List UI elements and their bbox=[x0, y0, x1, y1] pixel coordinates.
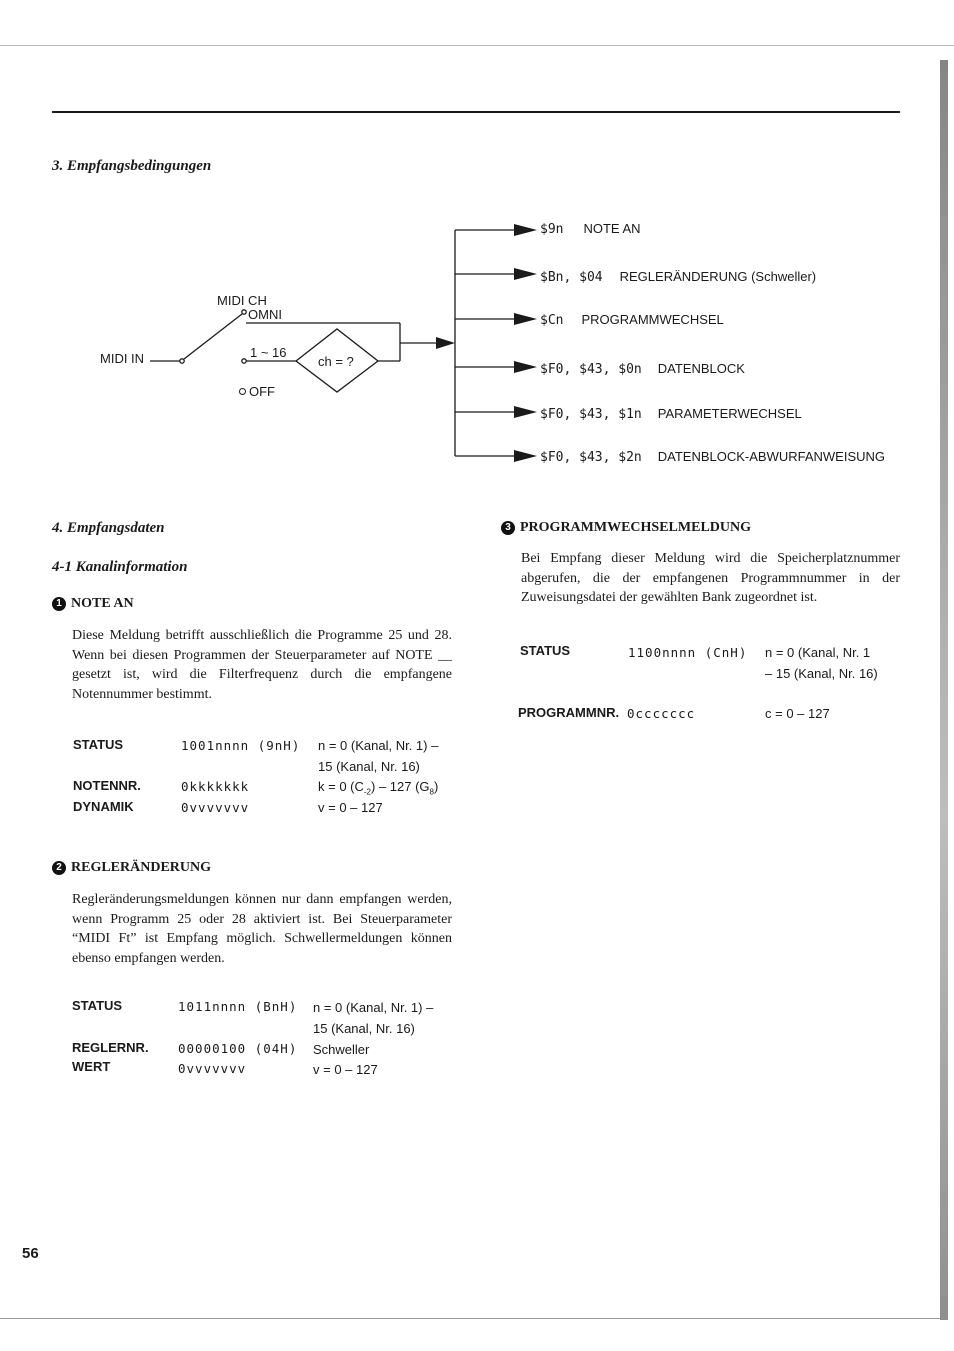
note-an-heading bbox=[52, 596, 134, 612]
programm-status-code: 1100nnnn (CnH) bbox=[628, 645, 748, 660]
off-label: OFF bbox=[249, 384, 275, 399]
note-an-notennr-label: NOTENNR. bbox=[73, 778, 141, 793]
subscript: -2 bbox=[363, 787, 371, 797]
note-an-dynamik-code: 0vvvvvvv bbox=[181, 800, 250, 815]
output-desc: REGLERÄNDERUNG (Schweller) bbox=[619, 269, 817, 284]
regler-nr-label: REGLERNR. bbox=[72, 1040, 149, 1055]
note-an-status-code: 1001nnnn (9nH) bbox=[181, 738, 301, 753]
range-label: 1 ~ 16 bbox=[250, 345, 287, 360]
value-line: 15 (Kanal, Nr. 16) bbox=[313, 1021, 415, 1036]
output-desc: PARAMETERWECHSEL bbox=[657, 406, 802, 421]
midi-ch-label: MIDI CH bbox=[217, 293, 267, 308]
output-row bbox=[540, 361, 745, 377]
output-row bbox=[540, 221, 641, 237]
number-badge: 3 bbox=[501, 521, 515, 535]
section-4-1-heading: 4-1 Kanalinformation bbox=[52, 559, 188, 575]
programm-heading bbox=[501, 520, 751, 536]
omni-label: OMNI bbox=[248, 307, 282, 322]
output-code: $F0, $43, $2n bbox=[540, 450, 642, 465]
programm-status-label: STATUS bbox=[520, 643, 571, 658]
regler-nr-value: Schweller bbox=[313, 1042, 370, 1057]
decision-label: ch = ? bbox=[318, 354, 354, 369]
off-option bbox=[239, 384, 275, 399]
programm-nr-code: 0ccccccc bbox=[627, 706, 696, 721]
output-code: $F0, $43, $0n bbox=[540, 362, 642, 377]
regler-status-label: STATUS bbox=[72, 998, 123, 1013]
regler-wert-code: 0vvvvvvv bbox=[178, 1061, 247, 1076]
output-row bbox=[540, 449, 885, 465]
off-contact-icon bbox=[239, 388, 246, 395]
value-text: ) – 127 (G bbox=[371, 779, 430, 794]
regler-wert-value: v = 0 – 127 bbox=[313, 1062, 378, 1077]
midi-in-label: MIDI IN bbox=[100, 351, 145, 366]
value-line: n = 0 (Kanal, Nr. 1) – bbox=[318, 738, 439, 753]
output-code: $F0, $43, $1n bbox=[540, 407, 642, 422]
section-4-heading: 4. Empfangsdaten bbox=[52, 520, 165, 536]
note-an-title: NOTE AN bbox=[71, 596, 134, 611]
output-desc: NOTE AN bbox=[583, 221, 641, 236]
number-badge: 2 bbox=[52, 861, 66, 875]
regler-status-code: 1011nnnn (BnH) bbox=[178, 999, 298, 1014]
output-row bbox=[540, 269, 816, 285]
subscript: 8 bbox=[429, 787, 434, 797]
note-an-dynamik-label: DYNAMIK bbox=[73, 799, 134, 814]
regler-status-value bbox=[313, 997, 433, 1039]
output-code: $Cn bbox=[540, 313, 564, 328]
output-code: $9n bbox=[540, 222, 564, 237]
value-text: k = 0 (C bbox=[318, 779, 364, 794]
regler-text: Regleränderungsmeldungen können nur dann empfangen werden, wenn Programm 25 oder 28 aktiviert ist. Bei Steuerparameter “MIDI Ft” ist Empfang möglich. Schwellermeldungen können ebenso empfangen werden. bbox=[72, 892, 452, 966]
note-an-dynamik-value: v = 0 – 127 bbox=[318, 800, 383, 815]
output-desc: PROGRAMMWECHSEL bbox=[581, 312, 724, 327]
note-an-text: Diese Meldung betrifft ausschließlich die Programme 25 und 28. Wenn bei diesen Programmen der Steuerparameter auf NOTE __ gesetzt ist, wird die Filterfrequenz durch die empfangene Notennummer bestimmt. bbox=[72, 628, 452, 702]
section-3-heading: 3. Empfangsbedingungen bbox=[52, 158, 212, 174]
regler-title: REGLERÄNDERUNG bbox=[71, 860, 212, 875]
note-an-status-value bbox=[318, 735, 438, 777]
output-row bbox=[540, 312, 724, 328]
value-line: n = 0 (Kanal, Nr. 1) – bbox=[313, 1000, 434, 1015]
value-line: n = 0 (Kanal, Nr. 1 bbox=[765, 645, 871, 660]
regler-heading bbox=[52, 860, 211, 876]
note-an-notennr-code: 0kkkkkkk bbox=[181, 779, 250, 794]
regler-wert-label: WERT bbox=[72, 1059, 111, 1074]
value-line: – 15 (Kanal, Nr. 16) bbox=[765, 666, 878, 681]
programm-nr-label: PROGRAMMNR. bbox=[518, 705, 620, 720]
value-text: ) bbox=[433, 779, 439, 794]
page-number: 56 bbox=[22, 1245, 39, 1262]
output-desc: DATENBLOCK-ABWURFANWEISUNG bbox=[657, 449, 886, 464]
regler-nr-code: 00000100 (04H) bbox=[178, 1041, 298, 1056]
programm-status-value bbox=[765, 642, 878, 684]
programm-text: Bei Empfang dieser Meldung wird die Speicherplatznummer abgerufen, die der empfangenen Programmnummer in der Zuweisungsdatei der gewählten Bank zugeordnet ist. bbox=[521, 551, 900, 605]
output-code: $Bn, $04 bbox=[540, 270, 603, 285]
note-an-status-label: STATUS bbox=[73, 737, 124, 752]
programm-nr-value: c = 0 – 127 bbox=[765, 706, 830, 721]
programm-title: PROGRAMMWECHSELMELDUNG bbox=[520, 520, 751, 535]
number-badge: 1 bbox=[52, 597, 66, 611]
output-row bbox=[540, 406, 802, 422]
output-desc: DATENBLOCK bbox=[657, 361, 745, 376]
value-line: 15 (Kanal, Nr. 16) bbox=[318, 759, 420, 774]
